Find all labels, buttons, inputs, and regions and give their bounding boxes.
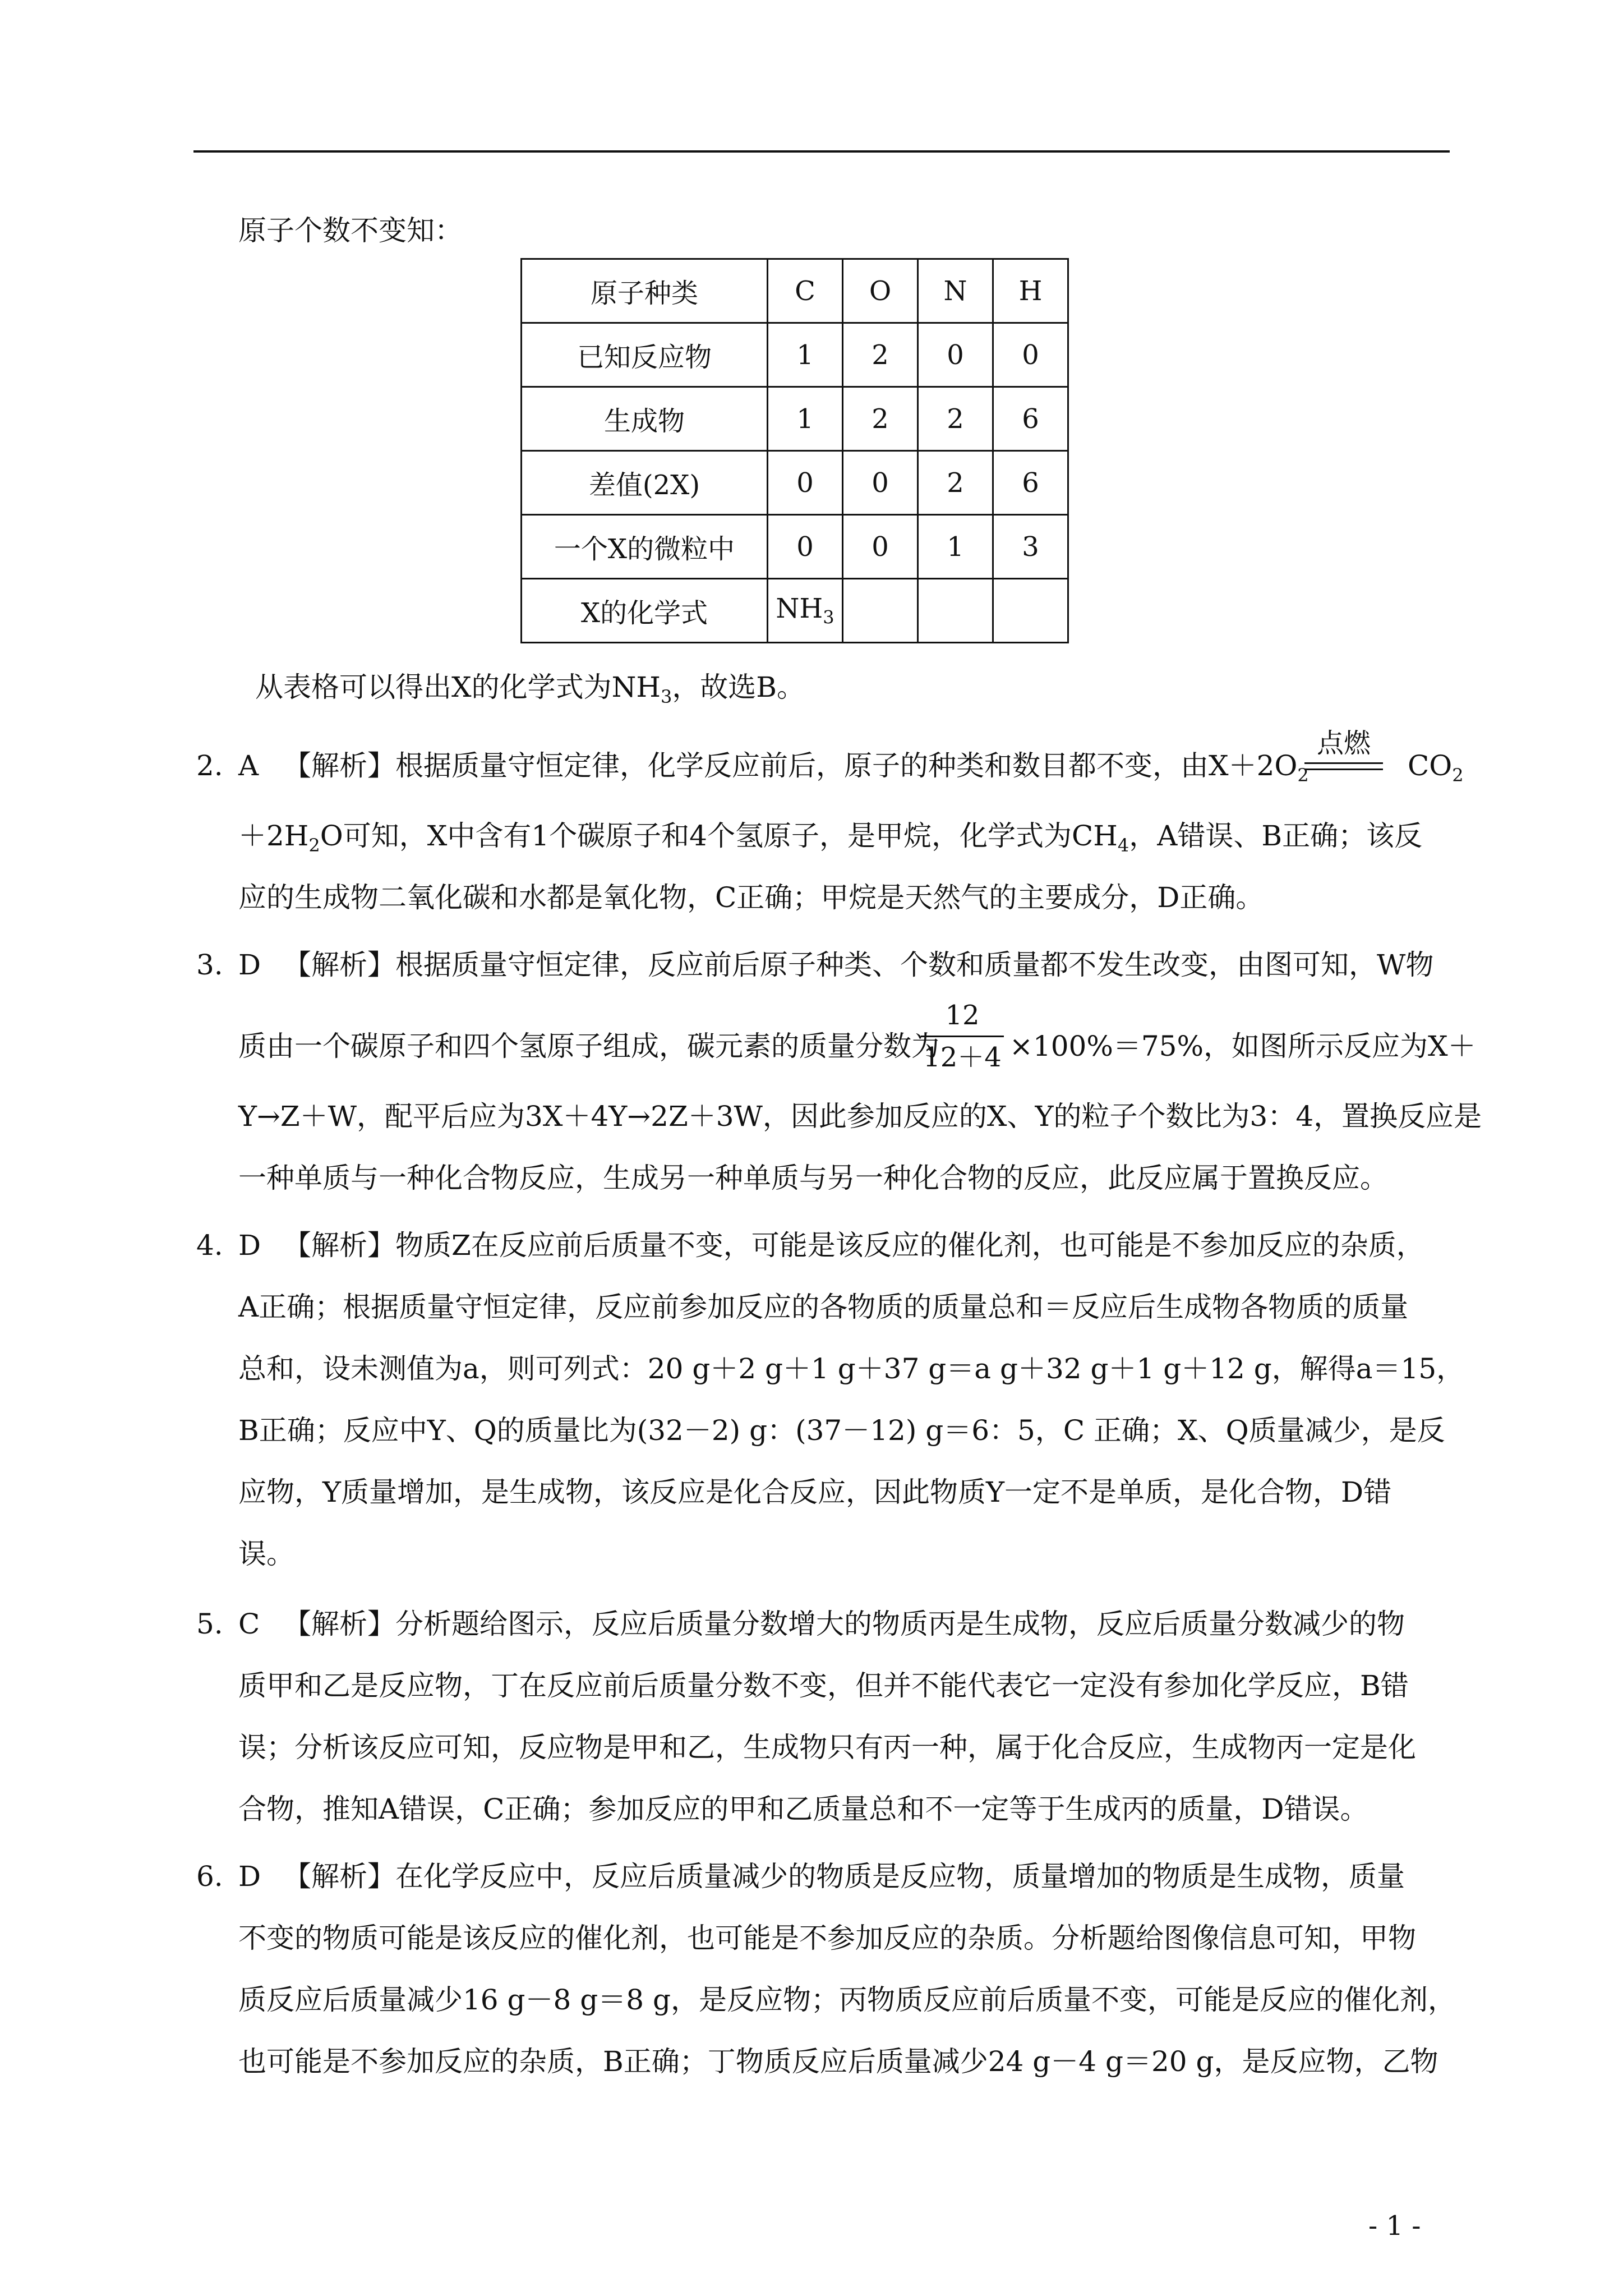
table-cell: 0 <box>843 515 918 579</box>
table-cell: 1 <box>768 387 843 451</box>
item-number: 5. <box>196 1608 223 1640</box>
table-header-cell: C <box>768 259 843 323</box>
item-text-line: B正确；反应中Y、Q的质量比为(32－2) g：(37－12) g＝6：5，C 正确；X、Q质量减少，是反 <box>238 1414 1445 1447</box>
table-cell: 6 <box>993 451 1068 515</box>
table-header-row <box>522 259 1068 323</box>
item-number: 4. <box>196 1229 223 1262</box>
table-cell: 0 <box>993 323 1068 387</box>
fraction-numerator: 12 <box>945 1000 980 1031</box>
item-text-line: 【解析】物质Z在反应前后质量不变，可能是该反应的催化剂，也可能是不参加反应的杂质， <box>283 1229 1424 1262</box>
item-text-line: 【解析】根据质量守恒定律，化学反应前后，原子的种类和数目都不变，由$X+2O_2$ <box>283 749 1309 786</box>
table-header-cell: N <box>918 259 993 323</box>
item-text-line: 质由一个碳原子和四个氢原子组成，碳元素的质量分数为 <box>238 1030 939 1062</box>
item-text-line: 误；分析该反应可知，反应物是甲和乙，生成物只有丙一种，属于化合反应，生成物丙一定是化 <box>238 1731 1416 1764</box>
table-cell: 生成物 <box>522 387 768 451</box>
item-text-line: 应物，Y质量增加，是生成物，该反应是化合反应，因此物质Y一定不是单质，是化合物，D错 <box>238 1476 1392 1508</box>
table-row <box>522 323 1068 387</box>
table-conclusion: 从表格可以得出X的化学式为$NH_3$，故选B。 <box>255 671 805 707</box>
table-cell: 0 <box>768 451 843 515</box>
item-number: 3. <box>196 949 223 981</box>
table-row <box>522 579 1068 643</box>
condition-label: 点燃 <box>1316 728 1371 759</box>
item-text-line: 误。 <box>238 1538 294 1570</box>
table-cell: X的化学式 <box>522 579 768 643</box>
item-answer: C <box>238 1608 260 1640</box>
page-number: - 1 - <box>1368 2210 1421 2242</box>
item-text-line: 一种单质与一种化合物反应，生成另一种单质与另一种化合物的反应，此反应属于置换反应。 <box>238 1162 1388 1194</box>
item-text-line: 也可能是不参加反应的杂质，B正确；丁物质反应后质量减少24 g－4 g＝20 g，是反应物，乙物 <box>238 2045 1438 2078</box>
table-cell: 2 <box>843 387 918 451</box>
table-cell: 1 <box>918 515 993 579</box>
table-cell: 2 <box>918 387 993 451</box>
table-cell: 已知反应物 <box>522 323 768 387</box>
item-answer: D <box>238 949 261 981</box>
item-text-line: 【解析】分析题给图示，反应后质量分数增大的物质丙是生成物，反应后质量分数减少的物 <box>283 1608 1405 1640</box>
header-rule <box>193 150 1450 153</box>
table-cell: 1 <box>768 323 843 387</box>
item-text-line: 【解析】根据质量守恒定律，反应前后原子种类、个数和质量都不发生改变，由图可知，W物 <box>283 949 1434 981</box>
fraction-denominator: 12＋4 <box>923 1042 1002 1073</box>
table-cell <box>843 579 918 643</box>
item-text-line: $CO_2$ <box>1408 749 1464 786</box>
item-text-line: A正确；根据质量守恒定律，反应前参加反应的各物质的质量总和＝反应后生成物各物质的质量 <box>238 1291 1409 1323</box>
equals-line <box>1304 762 1383 764</box>
item-text-line: 应的生成物二氧化碳和水都是氧化物，C正确；甲烷是天然气的主要成分，D正确。 <box>238 881 1264 914</box>
table-header-cell: O <box>843 259 918 323</box>
table-cell: 一个X的微粒中 <box>522 515 768 579</box>
table-cell: 6 <box>993 387 1068 451</box>
table-cell: 2 <box>918 451 993 515</box>
table-cell: 0 <box>843 451 918 515</box>
item-answer: A <box>238 749 259 782</box>
fraction-bar <box>921 1036 1004 1037</box>
table-cell: 0 <box>768 515 843 579</box>
item-text-line: ×100%＝75%，如图所示反应为X＋ <box>1009 1030 1476 1062</box>
item-text-line: 质甲和乙是反应物，丁在反应前后质量分数不变，但并不能代表它一定没有参加化学反应，B错 <box>238 1669 1409 1702</box>
table-row <box>522 515 1068 579</box>
table-row <box>522 451 1068 515</box>
table-row <box>522 387 1068 451</box>
reaction-condition <box>1304 726 1383 770</box>
table-cell: 差值(2X) <box>522 451 768 515</box>
atom-count-table <box>520 258 1069 643</box>
mass-fraction <box>921 999 1004 1074</box>
table-cell: 3 <box>993 515 1068 579</box>
table-cell <box>918 579 993 643</box>
item-text-line: 【解析】在化学反应中，反应后质量减少的物质是反应物，质量增加的物质是生成物，质量 <box>283 1860 1405 1893</box>
item-answer: D <box>238 1229 261 1262</box>
item-text-line: 合物，推知A错误，C正确；参加反应的甲和乙质量总和不一定等于生成丙的质量，D错误。 <box>238 1793 1368 1825</box>
item-text-line: 不变的物质可能是该反应的催化剂，也可能是不参加反应的杂质。分析题给图像信息可知，甲物 <box>238 1922 1416 1954</box>
item-text-line: 质反应后质量减少16 g－8 g＝8 g，是反应物；丙物质反应前后质量不变，可能是反应的催化剂， <box>238 1984 1456 2016</box>
item-number: 2. <box>196 749 223 782</box>
item-text-line: Y→Z＋W，配平后应为3X＋4Y→2Z＋3W，因此参加反应的X、Y的粒子个数比为3：4，置换反应是 <box>238 1100 1482 1133</box>
table-cell: 2 <box>843 323 918 387</box>
equals-line <box>1304 769 1383 770</box>
item-text-line: 总和，设未测值为a，则可列式：20 g＋2 g＋1 g＋37 g＝a g＋32 g＋1 g＋12 g，解得a＝15， <box>238 1352 1465 1385</box>
item-answer: D <box>238 1860 261 1893</box>
item-number: 6. <box>196 1860 223 1893</box>
table-cell: $NH_3$ <box>768 579 843 643</box>
table-cell: 0 <box>918 323 993 387</box>
intro-text: 原子个数不变知： <box>238 214 463 247</box>
table-header-cell: 原子种类 <box>522 259 768 323</box>
item-text-line: $+2H_2O$可知，X中含有1个碳原子和4个氢原子，是甲烷，化学式为$CH_4$，A错误、B正确；该反 <box>238 820 1423 856</box>
table-header-cell: H <box>993 259 1068 323</box>
table-cell <box>993 579 1068 643</box>
